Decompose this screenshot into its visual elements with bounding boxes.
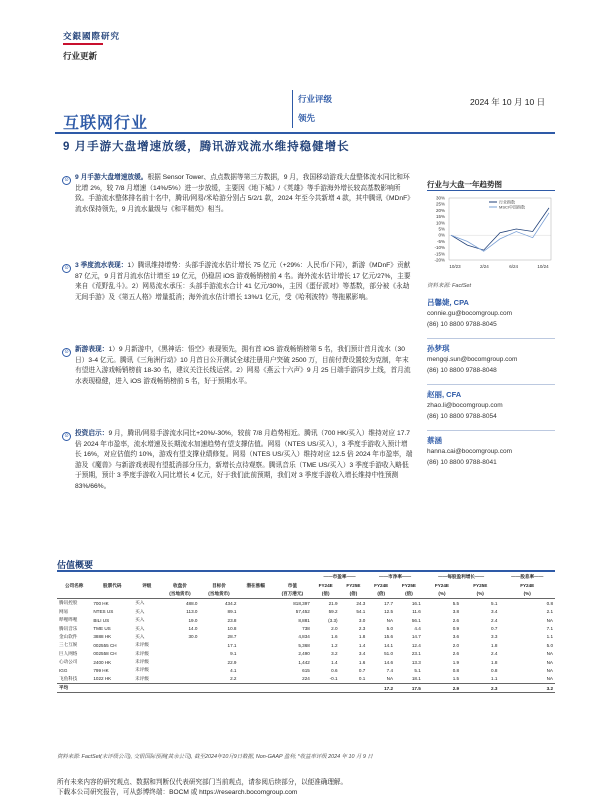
y-tick-label: -5%: [436, 238, 445, 244]
table-cell: 51.0: [384, 651, 394, 657]
table-cell: [238, 624, 272, 632]
y-tick-label: 5%: [438, 226, 445, 232]
table-cell: 002558 CH: [93, 651, 117, 657]
column-unit: [57, 590, 91, 599]
table-cell: 89.1: [227, 609, 237, 615]
table-cell: 2.3: [358, 626, 366, 632]
y-tick-label: 0%: [438, 232, 445, 238]
table-cell: 1.9: [452, 659, 460, 665]
table-cell: 13.3: [411, 659, 421, 665]
table-cell: 3.0: [358, 617, 366, 623]
table-cell: 2.0: [452, 642, 460, 648]
table-row: [57, 675, 555, 684]
table-cell: 4.4: [414, 626, 421, 632]
analyst-name: 蔡涵: [427, 436, 442, 445]
table-cell: 5.5: [452, 600, 460, 606]
table-cell: 0.7: [358, 667, 366, 673]
table-cell: 1.8: [491, 659, 498, 665]
group-header: ——市净率——: [378, 574, 412, 580]
table-row: [57, 666, 555, 674]
table-cell: [238, 641, 272, 649]
table-cell: 8,881: [298, 617, 310, 623]
table-cell: 未评级: [135, 675, 149, 681]
table-cell: 59.2: [328, 609, 338, 615]
rating-label: 行业评级: [298, 94, 333, 104]
analyst-phone: (86) 10 8800 9788-8048: [427, 367, 497, 374]
table-cell: [91, 684, 133, 693]
table-cell: 22.9: [227, 659, 237, 665]
bullet-icon: ⊙: [62, 176, 71, 185]
table-cell: 1.8: [491, 642, 498, 648]
table-cell: NA: [546, 659, 553, 665]
table-cell: 3.8: [452, 609, 460, 615]
table-cell: 2.1: [546, 609, 553, 615]
table-cell: 2,490: [298, 651, 310, 657]
table-cell: 5.0: [386, 626, 394, 632]
paragraph-1: [75, 173, 413, 215]
table-cell: [238, 608, 272, 616]
sector-title: 互联网行业: [63, 115, 149, 132]
table-cell: [133, 684, 160, 693]
table-cell: NA: [546, 617, 553, 623]
table-cell: 未评级: [135, 667, 149, 673]
series-line-index: [451, 213, 549, 251]
table-cell: 1022 HK: [93, 676, 112, 682]
table-cell: 巨人网络: [59, 650, 78, 656]
table-cell: [238, 658, 272, 666]
bullet-icon: ⊙: [62, 264, 71, 273]
analyst-name: 吕馨婕, CPA: [427, 298, 469, 307]
y-tick-label: 20%: [435, 207, 445, 213]
column-unit: [133, 590, 160, 599]
table-cell: 1.4: [331, 659, 338, 665]
table-cell: 5.1: [414, 667, 421, 673]
table-cell: 7.1: [546, 626, 553, 632]
column-unit: (倍): [312, 590, 340, 599]
analyst-name: 赵丽, CFA: [427, 390, 462, 399]
paragraph-lead: 3 季度流水表现：: [75, 262, 128, 269]
table-cell: 2.6: [452, 651, 460, 657]
y-tick-label: -15%: [434, 251, 445, 257]
table-row: [57, 624, 555, 632]
table-cell: 哔哩哔哩: [59, 617, 78, 623]
table-cell: 17.1: [227, 642, 237, 648]
analyst-phone: (86) 10 8800 9788-8041: [427, 459, 497, 466]
table-cell: 7.4: [386, 667, 394, 673]
column-header: 市值: [287, 582, 297, 588]
table-cell: 3.4: [491, 609, 498, 615]
paragraph-text: 1）9 月新游中，《黑神话：悟空》表现领先，拥有首 iOS 游戏畅销榜第 5 名，我们预计首月流水（30 日）3-4 亿元。腾讯《三角洲行动》10 月首日公开测试全球注册用户突破 2500 万，目前付费设置较为克制，年末有望进入游戏畅销榜前 18-30 名，建议关注长线运营。2）网易《燕云十六声》9 月 25 日端手游同步上线，首月流水表现稳健，进入 iOS 游戏畅销榜前 5 名，好于预期水平。: [75, 346, 411, 385]
table-average-row: [57, 684, 555, 693]
table-cell: [199, 684, 238, 693]
table-cell: 5.1: [491, 600, 498, 606]
paragraph-text: 1）腾讯维持增势：头部手游流水估计增长 75 亿元（+29%：人民币/下同），新游《MDnF》贡献 87 亿元，9 月首月流水估计增至 19 亿元，仍稳居 iOS 游戏畅销榜前 4 名。海外流水估计增长 17 亿元/27%，主要来自《荒野乱斗》。2）网易流水承压：头部手游流水合计 41 亿元/30%，主因《蛋仔派对》等基数，部分被《永劫无间手游》及《第五人格》增量抵消；海外流水估计增长 13%/1 亿元，受《哈利波特》等拖累影响。: [75, 262, 411, 301]
table-cell: 23.1: [411, 651, 421, 657]
column-header: 公司名称: [64, 582, 84, 588]
table-cell: 1.1: [546, 634, 553, 640]
analyst-card: [427, 435, 512, 468]
table-cell: 3.6: [452, 634, 460, 640]
column-header: FY25E: [473, 583, 488, 589]
column-header: FY25E: [401, 583, 416, 589]
table-cell: 700 HK: [93, 600, 109, 606]
paragraph-2: [75, 261, 413, 303]
table-cell: 1.8: [358, 634, 366, 640]
table-cell: [238, 599, 272, 608]
group-header: ——每股盈利增长——: [438, 574, 485, 580]
table-cell: [160, 650, 199, 658]
table-cell: -0.1: [329, 676, 338, 682]
table-cell: 11.6: [412, 609, 421, 615]
x-tick-label: 10/24: [537, 264, 549, 269]
column-unit: (百万港元): [273, 590, 312, 599]
y-tick-label: 10%: [435, 220, 445, 226]
column-unit: (倍): [340, 590, 368, 599]
table-cell: [160, 641, 199, 649]
table-cell: 心动公司: [59, 659, 78, 665]
table-cell: [160, 684, 199, 693]
table-cell: 1,442: [298, 659, 310, 665]
table-cell: 5.0: [546, 642, 553, 648]
table-cell: 002555 CH: [93, 642, 117, 648]
brand-name: 交銀國際研究: [63, 31, 121, 41]
column-header: FY24E: [318, 583, 333, 589]
table-cell: [238, 666, 272, 674]
table-cell: [273, 684, 312, 693]
table-notes: 资料来源: FactSet(未评级公司), 交银国际预测(其余公司), 截至2024年10月9日数据, Non-GAAP 盈利; *收益率评级 2024 年 10 月 9 日: [57, 754, 373, 760]
table-cell: 2.6: [452, 617, 460, 623]
table-row: [57, 650, 555, 658]
table-row: [57, 641, 555, 649]
series-line-industry: [451, 208, 549, 250]
y-tick-label: -20%: [434, 257, 445, 263]
table-cell: 738: [302, 626, 310, 632]
table-cell: 0.9: [452, 626, 460, 632]
table-cell: 1.5: [452, 676, 460, 682]
table-cell: 4.1: [230, 667, 237, 673]
table-cell: [238, 650, 272, 658]
table-cell: 三七互娱: [59, 642, 78, 648]
table-row: [57, 599, 555, 608]
table-cell: 488.0: [185, 600, 198, 606]
table-cell: 16.1: [411, 600, 421, 606]
table-cell: 14.1: [384, 642, 394, 648]
paragraph-4: [75, 429, 413, 493]
table-cell: NA: [386, 617, 394, 623]
chart-title: 行业与大盘一年趋势图: [427, 180, 502, 189]
table-cell: [340, 684, 368, 693]
table-cell: 未评级: [135, 659, 149, 665]
table-cell: 3888 HK: [93, 634, 112, 640]
x-tick-label: 6/24: [509, 264, 519, 269]
column-header: FY24E: [374, 583, 389, 589]
column-header: FY24E: [434, 583, 449, 589]
table-cell: 2.0: [331, 626, 338, 632]
table-cell: 0.1: [358, 676, 366, 682]
column-unit: (%): [423, 590, 461, 599]
table-cell: 17.2: [367, 684, 395, 693]
brand-underline: [63, 43, 103, 45]
analyst-card: [427, 297, 512, 330]
table-cell: 0.7: [491, 626, 498, 632]
analyst-separator: [427, 384, 555, 385]
paragraph-lead: 投资启示：: [75, 430, 109, 437]
table-cell: 网易: [59, 608, 69, 614]
y-tick-label: 25%: [435, 201, 445, 207]
table-cell: 1.6: [331, 634, 338, 640]
table-cell: 买入: [135, 600, 145, 606]
column-header: FY25E: [346, 583, 361, 589]
column-header: 潜在涨幅: [246, 582, 265, 588]
x-tick-label: 10/23: [449, 264, 461, 269]
table-group-header: [57, 573, 555, 581]
legend-label: 行业指数: [499, 199, 515, 205]
rating-value: 领先: [298, 113, 316, 123]
table-header-row: [57, 581, 555, 589]
column-header: 收盘价: [173, 582, 187, 588]
table-cell: TME US: [93, 626, 111, 632]
y-tick-label: -10%: [434, 245, 445, 251]
table-cell: [238, 633, 272, 641]
table-cell: [238, 616, 272, 624]
table-cell: 54.1: [356, 609, 366, 615]
table-cell: 0.8: [491, 667, 498, 673]
table-cell: 615: [302, 667, 310, 673]
table-row: [57, 658, 555, 666]
table-cell: 3.3: [491, 634, 498, 640]
analyst-card: [427, 343, 517, 376]
table-cell: NA: [386, 676, 394, 682]
paragraph-3: [75, 345, 413, 387]
table-cell: 1.4: [358, 642, 366, 648]
table-cell: 21.9: [328, 600, 338, 606]
table-cell: BILI US: [93, 617, 110, 623]
table-row: [57, 616, 555, 624]
table-cell: 14.6: [384, 659, 394, 665]
table-cell: IGG: [59, 667, 68, 673]
table-cell: NTES US: [93, 609, 114, 615]
table-cell: 2400 HK: [93, 659, 112, 665]
table-cell: 2.2: [230, 676, 237, 682]
group-header: ——市盈率——: [323, 574, 356, 580]
table-cell: 434.2: [224, 600, 237, 606]
analyst-separator: [427, 430, 555, 431]
table-cell: 腾讯控股: [59, 600, 78, 606]
table-cell: 买入: [135, 633, 145, 639]
analyst-email[interactable]: mengqi.sun@bocomgroup.com: [427, 356, 518, 363]
table-cell: 224: [302, 676, 310, 682]
column-unit: [238, 590, 272, 599]
table-cell: 平均: [57, 684, 91, 693]
table-cell: [312, 684, 340, 693]
table-cell: 未评级: [135, 642, 149, 648]
legend-label: MSCI中国指数: [499, 204, 525, 210]
table-cell: [160, 658, 199, 666]
headline: 9 月手游大盘增速放缓，腾讯游戏流水维持稳健增长: [63, 141, 350, 153]
valuation-table: [57, 573, 555, 693]
table-cell: [238, 684, 272, 693]
table-unit-row: [57, 590, 555, 599]
table-cell: 买入: [135, 617, 145, 623]
analyst-email[interactable]: zhao.li@bocomgroup.com: [427, 402, 503, 409]
table-cell: 18.1: [411, 676, 421, 682]
analyst-card: [427, 389, 503, 422]
paragraph-text: 9 月，腾讯/网易手游流水同比+20%/-30%，较前 7/8 月趋势相近。腾讯（700 HK/买入）维持对应 17.7 倍 2024 年市盈率，流水增速及长期流水加速趋势有望支撑估值。网易（NTES US/买入），3 季度手游收入预计增长 16%，对应估值约 10%，游戏有望支撑业绩修复。网易（NTES US/买入）维持对应 12.5 倍 2024 年市盈率，端游及《魔兽》与新游戏表现有望抵消部分压力，新增长点待观察。腾讯音乐（TME US/买入）3 季度手游收入略低于预期，预计 3 季度手游收入同比增长 4 亿元，好于我们此前预期，我们对 3 季度手游收入增长维持中性预测 83%/66%。: [75, 430, 413, 490]
table-cell: 0.8: [546, 600, 553, 606]
analyst-phone: (86) 10 8800 9788-8045: [427, 321, 497, 328]
table-cell: 金山软件: [59, 633, 78, 639]
table-cell: 腾讯音乐: [59, 625, 78, 631]
table-cell: 12.4: [411, 642, 421, 648]
table-cell: [238, 675, 272, 684]
table-title-rule: [57, 570, 555, 572]
disclaimer-line: 所有未来内容的研究观点、数据和判断仅代表研究部门当前观点，请参阅后续部分，以便准确理解。: [57, 779, 348, 786]
table-cell: 10.8: [227, 626, 237, 632]
table-cell: 24.3: [356, 600, 366, 606]
analyst-email[interactable]: connie.gu@bocomgroup.com: [427, 310, 513, 317]
table-cell: 56.1: [411, 617, 421, 623]
header-divider: [292, 90, 293, 128]
x-tick-label: 2/24: [479, 264, 489, 269]
chart-source: 资料来源: FactSet: [427, 283, 472, 289]
table-cell: [160, 666, 199, 674]
column-unit: (当地货币): [199, 590, 238, 599]
table-cell: 28.7: [227, 634, 237, 640]
table-cell: NA: [546, 651, 553, 657]
table-cell: NA: [546, 667, 553, 673]
table-cell: 113.0: [186, 609, 198, 615]
column-unit: (倍): [367, 590, 395, 599]
column-unit: (%): [499, 590, 555, 599]
table-cell: 14.0: [188, 626, 198, 632]
paragraph-text: 根据 Sensor Tower、点点数据等第三方数据，9 月，我国移动游戏大盘整体流水同比和环比增 2%，较 7/8 月增速（14%/5%）进一步放缓，主要因《地下城》/《英雄》等手游海外增长较高基数影响所致。手游流水整体排名前十名中，腾讯/网易/米哈游分别占 5/2/1 款，2024 年至今共新增 4 款，其中腾讯《MDnF》流水保持领先，9 月流水量级与《和平精英》相当。: [75, 174, 411, 213]
y-tick-label: 30%: [435, 195, 445, 201]
table-cell: 2.9: [423, 684, 461, 693]
report-date: 2024 年 10 月 10 日: [470, 97, 546, 107]
bullet-icon: ⊙: [62, 432, 71, 441]
table-cell: 23.8: [227, 617, 237, 623]
table-cell: 818,397: [293, 600, 310, 606]
table-cell: 3.2: [331, 651, 338, 657]
header-rule: [55, 132, 555, 134]
table-cell: 0.6: [331, 667, 338, 673]
paragraph-lead: 新游表现：: [75, 346, 109, 353]
analyst-email[interactable]: hanna.cai@bocomgroup.com: [427, 448, 513, 455]
column-unit: (%): [461, 590, 499, 599]
table-cell: 2.4: [491, 617, 498, 623]
doc-type: 行业更新: [63, 51, 98, 61]
analyst-name: 孙梦琪: [427, 344, 450, 353]
trend-chart: [427, 194, 555, 278]
table-cell: 12.5: [384, 609, 394, 615]
table-cell: 14.7: [411, 634, 421, 640]
table-cell: 买入: [135, 608, 145, 614]
disclaimer-line: 下载本公司研究报告，可从彭博终端：BOCM 或 https://research.bocomgroup.com: [57, 789, 298, 796]
column-header: 评级: [142, 582, 152, 588]
table-cell: 未评级: [135, 650, 149, 656]
column-unit: (当地货币): [160, 590, 199, 599]
table-cell: 买入: [135, 625, 145, 631]
table-cell: 17.5: [395, 684, 423, 693]
table-title: 估值概要: [57, 560, 94, 570]
table-cell: 17.7: [384, 600, 394, 606]
chart-title-rule: [427, 190, 555, 191]
table-cell: [160, 675, 199, 684]
table-cell: 4,834: [298, 634, 310, 640]
table-row: [57, 608, 555, 616]
table-cell: 57,452: [295, 609, 310, 615]
column-header: 股票代码: [103, 582, 122, 588]
table-cell: (3.3): [328, 617, 338, 623]
column-header: 目标价: [212, 582, 226, 588]
table-cell: 2.4: [491, 651, 498, 657]
table-cell: 1.6: [358, 659, 366, 665]
table-cell: 5,368: [298, 642, 310, 648]
table-cell: 1.1: [491, 676, 498, 682]
analyst-separator: [427, 338, 555, 339]
table-cell: NA: [546, 676, 553, 682]
group-header: ——股息率——: [511, 574, 544, 580]
table-cell: 3.4: [358, 651, 366, 657]
table-cell: 3.2: [499, 684, 555, 693]
table-cell: 飞鱼科技: [59, 675, 78, 681]
bullet-icon: ⊙: [62, 348, 71, 357]
paragraph-lead: 9 月手游大盘增速放缓。: [75, 174, 148, 181]
column-header: FY24E: [520, 583, 535, 589]
table-cell: 15.6: [384, 634, 394, 640]
table-cell: 1.2: [331, 642, 338, 648]
table-cell: 0.8: [452, 667, 460, 673]
table-cell: 9.1: [230, 651, 237, 657]
column-unit: (倍): [395, 590, 423, 599]
table-cell: 799 HK: [93, 667, 109, 673]
y-tick-label: 15%: [435, 214, 445, 220]
table-cell: 30.0: [188, 634, 198, 640]
table-cell: 2.3: [461, 684, 499, 693]
table-row: [57, 633, 555, 641]
table-cell: 19.0: [188, 617, 198, 623]
analyst-phone: (86) 10 8800 9788-8054: [427, 413, 497, 420]
column-unit: [91, 590, 133, 599]
